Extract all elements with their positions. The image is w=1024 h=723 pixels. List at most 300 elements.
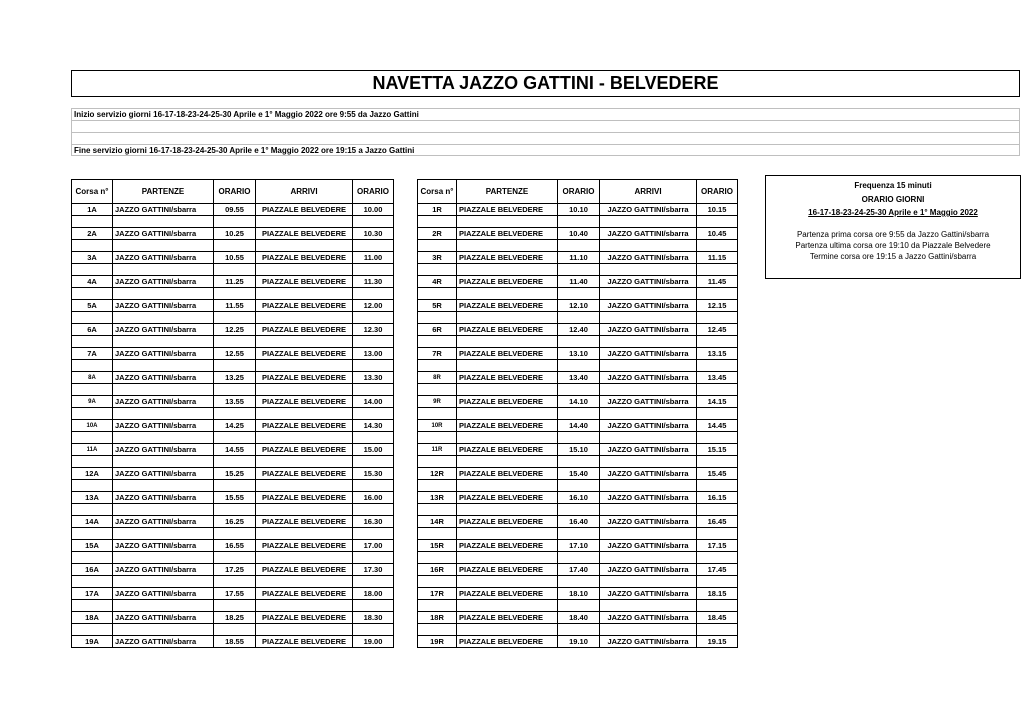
spacer-cell [418,432,457,444]
arrival-time: 11.45 [697,276,738,288]
departure-stop: PIAZZALE BELVEDERE [457,516,558,528]
departure-stop: PIAZZALE BELVEDERE [457,444,558,456]
departure-time: 15.25 [214,468,256,480]
departure-time: 11.25 [214,276,256,288]
spacer-cell [214,624,256,636]
departure-time: 18.40 [558,612,600,624]
departure-stop: PIAZZALE BELVEDERE [457,564,558,576]
spacer-cell [113,264,214,276]
spacer-cell [558,504,600,516]
arrival-stop: PIAZZALE BELVEDERE [256,540,353,552]
table-row [418,612,738,624]
arrival-time-header: ORARIO [353,180,394,204]
departure-time: 19.10 [558,636,600,648]
spacer-cell [214,240,256,252]
spacer-cell [256,576,353,588]
end-service-text: Termine corsa ore 19:15 a Jazzo Gattini/sbarra [809,252,977,261]
corsa-number: 9A [72,396,113,408]
spacer-cell [418,240,457,252]
spacer-cell [600,384,697,396]
spacer-cell [600,552,697,564]
arrival-time: 18.30 [353,612,394,624]
departure-time: 12.40 [558,324,600,336]
departure-stop: PIAZZALE BELVEDERE [457,540,558,552]
arrival-stop: JAZZO GATTINI/sbarra [600,516,697,528]
departure-time: 17.25 [214,564,256,576]
spacer-cell [457,408,558,420]
departure-time: 12.25 [214,324,256,336]
spacer-cell [353,264,394,276]
spacer-cell [558,288,600,300]
departure-time: 14.40 [558,420,600,432]
departure-time: 15.55 [214,492,256,504]
spacer-cell [72,384,113,396]
corsa-number: 10R [418,420,457,432]
arrival-stop: PIAZZALE BELVEDERE [256,420,353,432]
spacer-row [418,216,738,228]
arrival-stop: PIAZZALE BELVEDERE [256,300,353,312]
departure-stop: JAZZO GATTINI/sbarra [113,492,214,504]
arrival-time-header: ORARIO [697,180,738,204]
arrival-stop: JAZZO GATTINI/sbarra [600,492,697,504]
table-row [72,228,394,240]
table-row [418,468,738,480]
departure-stop: JAZZO GATTINI/sbarra [113,228,214,240]
table-row [72,588,394,600]
spacer-row [72,600,394,612]
spacer-cell [353,552,394,564]
outbound-schedule-table [71,179,394,648]
service-end-text: Fine servizio giorni 16-17-18-23-24-25-30 Aprile e 1° Maggio 2022 ore 19:15 a Jazzo Gattini [74,146,415,155]
corsa-number: 12R [418,468,457,480]
spacer-cell [256,288,353,300]
spacer-cell [418,576,457,588]
spacer-row [418,240,738,252]
spacer-cell [214,552,256,564]
spacer-cell [214,504,256,516]
spacer-row [72,624,394,636]
spacer-cell [113,528,214,540]
page-title: NAVETTA JAZZO GATTINI - BELVEDERE [71,70,1020,97]
spacer-cell [558,216,600,228]
departure-stop: JAZZO GATTINI/sbarra [113,420,214,432]
corsa-number: 16R [418,564,457,576]
departure-time: 18.25 [214,612,256,624]
spacer-cell [697,264,738,276]
table-row [418,492,738,504]
spacer-cell [214,432,256,444]
departure-time: 16.10 [558,492,600,504]
table-row [72,612,394,624]
table-row [418,252,738,264]
table-row [72,204,394,216]
departure-stop: JAZZO GATTINI/sbarra [113,540,214,552]
spacer-cell [214,216,256,228]
spacer-cell [600,264,697,276]
departure-stop: PIAZZALE BELVEDERE [457,612,558,624]
spacer-cell [113,456,214,468]
spacer-cell [72,288,113,300]
spacer-cell [72,312,113,324]
spacer-cell [697,336,738,348]
spacer-cell [113,576,214,588]
spacer-cell [457,528,558,540]
frequency-box [765,175,1021,279]
spacer-cell [600,312,697,324]
arrival-stop: PIAZZALE BELVEDERE [256,372,353,384]
corsa-number: 2A [72,228,113,240]
corsa-number: 18A [72,612,113,624]
spacer-cell [418,288,457,300]
spacer-row [72,264,394,276]
spacer-row [418,552,738,564]
corsa-number: 14A [72,516,113,528]
departure-stop: PIAZZALE BELVEDERE [457,276,558,288]
corsa-number: 15A [72,540,113,552]
frequency-title: Frequenza 15 minuti [854,181,932,190]
spacer-cell [697,312,738,324]
departure-time: 11.10 [558,252,600,264]
spacer-cell [72,552,113,564]
spacer-cell [600,456,697,468]
spacer-cell [256,528,353,540]
arrival-stop: PIAZZALE BELVEDERE [256,468,353,480]
spacer-cell [353,480,394,492]
spacer-cell [418,456,457,468]
info-blank-row [72,121,1019,133]
spacer-cell [600,408,697,420]
spacer-row [418,432,738,444]
table-row [72,492,394,504]
departure-time: 10.55 [214,252,256,264]
departure-stop: JAZZO GATTINI/sbarra [113,348,214,360]
spacer-row [418,336,738,348]
departure-time: 16.25 [214,516,256,528]
spacer-row [72,312,394,324]
departures-header: PARTENZE [457,180,558,204]
corsa-number: 6A [72,324,113,336]
table-row [418,372,738,384]
corsa-number: 10A [72,420,113,432]
spacer-cell [697,624,738,636]
spacer-cell [214,408,256,420]
table-row [72,372,394,384]
departure-time: 11.40 [558,276,600,288]
spacer-cell [353,408,394,420]
arrival-stop: JAZZO GATTINI/sbarra [600,636,697,648]
arrival-time: 10.30 [353,228,394,240]
spacer-cell [256,552,353,564]
table-row [72,324,394,336]
departure-time: 18.55 [214,636,256,648]
table-row [72,540,394,552]
departure-time: 17.55 [214,588,256,600]
spacer-row [72,408,394,420]
spacer-cell [457,552,558,564]
spacer-row [72,504,394,516]
spacer-cell [697,576,738,588]
departure-stop: PIAZZALE BELVEDERE [457,228,558,240]
spacer-cell [418,312,457,324]
spacer-cell [600,360,697,372]
table-row [418,228,738,240]
spacer-cell [113,384,214,396]
corsa-number: 18R [418,612,457,624]
arrival-stop: PIAZZALE BELVEDERE [256,348,353,360]
spacer-cell [72,216,113,228]
spacer-cell [457,240,558,252]
table-row [418,204,738,216]
spacer-cell [214,288,256,300]
spacer-cell [600,576,697,588]
spacer-row [418,624,738,636]
arrival-stop: JAZZO GATTINI/sbarra [600,396,697,408]
spacer-cell [353,600,394,612]
corsa-number: 4R [418,276,457,288]
spacer-row [72,552,394,564]
spacer-cell [113,216,214,228]
last-departure-text: Partenza ultima corsa ore 19:10 da Piazzale Belvedere [795,241,991,250]
spacer-row [418,360,738,372]
corsa-number: 1R [418,204,457,216]
departure-time: 16.55 [214,540,256,552]
spacer-cell [353,456,394,468]
spacer-row [418,456,738,468]
arrival-time: 16.00 [353,492,394,504]
arrival-time: 16.45 [697,516,738,528]
departure-stop: PIAZZALE BELVEDERE [457,396,558,408]
table-row [418,516,738,528]
spacer-cell [558,408,600,420]
corsa-number: 6R [418,324,457,336]
spacer-cell [697,360,738,372]
departure-stop: JAZZO GATTINI/sbarra [113,612,214,624]
spacer-cell [256,336,353,348]
arrival-time: 10.00 [353,204,394,216]
departure-time: 13.40 [558,372,600,384]
departure-stop: PIAZZALE BELVEDERE [457,204,558,216]
spacer-cell [457,456,558,468]
arrival-stop: PIAZZALE BELVEDERE [256,324,353,336]
arrival-time: 14.15 [697,396,738,408]
spacer-cell [418,264,457,276]
spacer-row [72,336,394,348]
spacer-cell [256,360,353,372]
table-row [72,252,394,264]
corsa-number: 16A [72,564,113,576]
spacer-cell [113,504,214,516]
corsa-number: 17R [418,588,457,600]
spacer-cell [72,480,113,492]
arrival-time: 12.15 [697,300,738,312]
departure-stop: PIAZZALE BELVEDERE [457,492,558,504]
spacer-cell [558,552,600,564]
spacer-cell [558,432,600,444]
corsa-number: 19A [72,636,113,648]
spacer-cell [214,600,256,612]
spacer-cell [72,528,113,540]
spacer-cell [600,216,697,228]
arrival-time: 17.30 [353,564,394,576]
spacer-row [72,456,394,468]
arrival-time: 16.15 [697,492,738,504]
arrival-time: 11.15 [697,252,738,264]
corsa-number: 7R [418,348,457,360]
spacer-cell [697,240,738,252]
spacer-cell [214,456,256,468]
spacer-cell [457,576,558,588]
spacer-cell [353,312,394,324]
arrival-stop: JAZZO GATTINI/sbarra [600,564,697,576]
spacer-cell [418,600,457,612]
table-row [418,300,738,312]
spacer-cell [697,288,738,300]
spacer-cell [697,504,738,516]
departure-time: 13.55 [214,396,256,408]
info-blank-row [72,133,1019,145]
spacer-cell [113,408,214,420]
corsa-number: 19R [418,636,457,648]
spacer-row [418,576,738,588]
departure-stop: JAZZO GATTINI/sbarra [113,252,214,264]
arrival-time: 17.00 [353,540,394,552]
spacer-cell [353,576,394,588]
table-row [418,444,738,456]
spacer-cell [113,336,214,348]
arrival-stop: JAZZO GATTINI/sbarra [600,348,697,360]
arrival-stop: PIAZZALE BELVEDERE [256,564,353,576]
spacer-cell [457,312,558,324]
spacer-cell [457,600,558,612]
spacer-cell [600,288,697,300]
departure-time: 10.25 [214,228,256,240]
spacer-row [72,360,394,372]
spacer-cell [214,336,256,348]
departure-stop: JAZZO GATTINI/sbarra [113,516,214,528]
spacer-cell [72,456,113,468]
spacer-cell [72,600,113,612]
departure-time: 12.55 [214,348,256,360]
outbound-header-row [72,180,394,204]
spacer-row [72,288,394,300]
spacer-cell [353,384,394,396]
spacer-cell [418,384,457,396]
departure-stop: JAZZO GATTINI/sbarra [113,372,214,384]
arrival-stop: PIAZZALE BELVEDERE [256,588,353,600]
departure-time: 13.10 [558,348,600,360]
table-row [418,540,738,552]
arrival-stop: PIAZZALE BELVEDERE [256,396,353,408]
service-info [71,108,1020,156]
spacer-row [72,528,394,540]
departure-time: 14.10 [558,396,600,408]
spacer-cell [600,480,697,492]
spacer-cell [256,624,353,636]
first-departure-text: Partenza prima corsa ore 9:55 da Jazzo Gattini/sbarra [796,230,990,239]
spacer-cell [353,504,394,516]
corsa-number: 12A [72,468,113,480]
spacer-cell [72,432,113,444]
spacer-cell [256,384,353,396]
arrival-time: 13.00 [353,348,394,360]
spacer-cell [418,216,457,228]
spacer-cell [113,312,214,324]
arrival-time: 19.15 [697,636,738,648]
departure-stop: PIAZZALE BELVEDERE [457,468,558,480]
spacer-row [72,432,394,444]
table-row [72,564,394,576]
spacer-row [72,480,394,492]
corsa-number: 3R [418,252,457,264]
spacer-cell [558,240,600,252]
spacer-cell [697,480,738,492]
table-row [418,348,738,360]
spacer-cell [113,432,214,444]
spacer-cell [353,360,394,372]
spacer-cell [214,528,256,540]
table-row [72,276,394,288]
spacer-cell [256,480,353,492]
departure-time: 16.40 [558,516,600,528]
arrival-stop: PIAZZALE BELVEDERE [256,276,353,288]
spacer-cell [697,216,738,228]
corsa-number: 15R [418,540,457,552]
arrival-stop: PIAZZALE BELVEDERE [256,492,353,504]
table-row [418,396,738,408]
spacer-cell [214,576,256,588]
arrival-stop: JAZZO GATTINI/sbarra [600,300,697,312]
corsa-number: 8R [418,372,457,384]
spacer-cell [353,528,394,540]
corsa-number: 3A [72,252,113,264]
spacer-cell [353,240,394,252]
spacer-cell [558,336,600,348]
table-row [72,348,394,360]
departure-stop: PIAZZALE BELVEDERE [457,372,558,384]
departure-time: 10.10 [558,204,600,216]
spacer-cell [457,288,558,300]
spacer-cell [457,432,558,444]
arrival-stop: PIAZZALE BELVEDERE [256,516,353,528]
departure-time: 09.55 [214,204,256,216]
arrival-time: 13.45 [697,372,738,384]
arrival-time: 13.30 [353,372,394,384]
arrival-stop: JAZZO GATTINI/sbarra [600,612,697,624]
departure-stop: JAZZO GATTINI/sbarra [113,444,214,456]
spacer-row [72,240,394,252]
return-schedule-table [417,179,738,648]
arrival-time: 18.45 [697,612,738,624]
departure-stop: JAZZO GATTINI/sbarra [113,276,214,288]
departure-time: 14.25 [214,420,256,432]
spacer-cell [697,552,738,564]
spacer-cell [558,528,600,540]
table-row [72,516,394,528]
spacer-cell [457,504,558,516]
arrival-time: 19.00 [353,636,394,648]
spacer-cell [256,216,353,228]
spacer-cell [600,432,697,444]
arrival-stop: JAZZO GATTINI/sbarra [600,444,697,456]
spacer-row [418,264,738,276]
spacer-cell [113,360,214,372]
corsa-number: 11R [418,444,457,456]
arrival-time: 18.15 [697,588,738,600]
arrival-time: 12.30 [353,324,394,336]
spacer-cell [256,264,353,276]
arrival-time: 13.15 [697,348,738,360]
spacer-cell [256,432,353,444]
